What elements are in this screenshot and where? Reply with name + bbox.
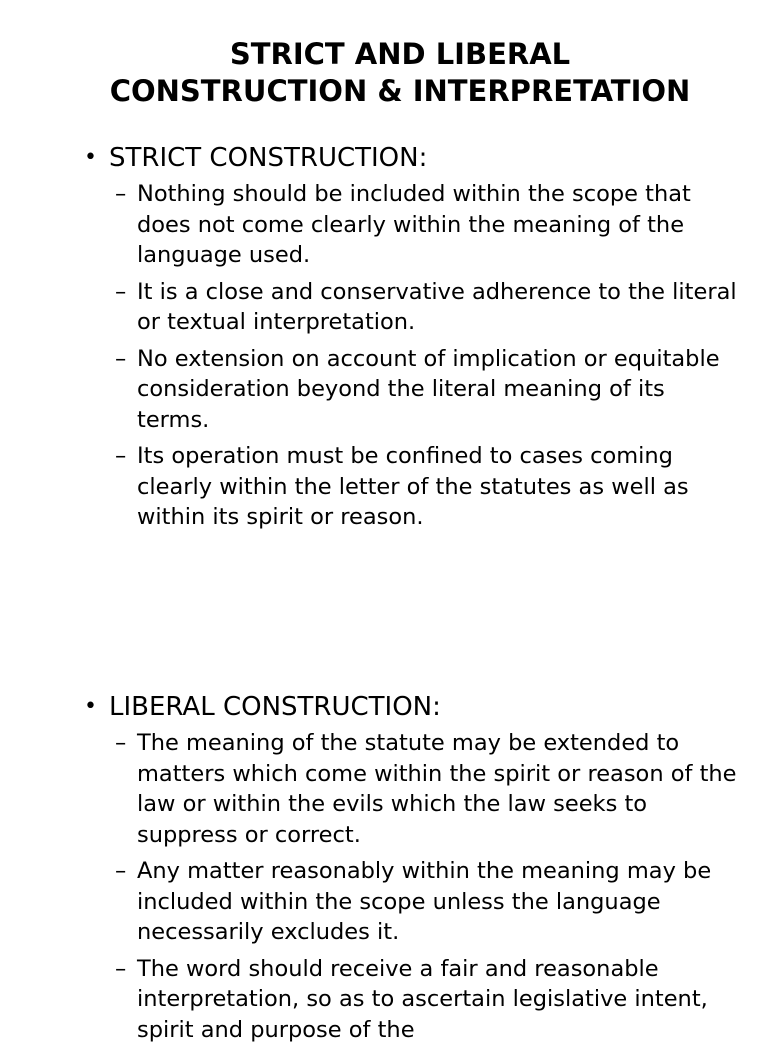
list-item-text: Nothing should be included within the scope that does not come clearly within the meaning of the language used. [137,181,691,268]
strict-construction-heading [84,139,744,177]
dash-icon: – [115,278,127,305]
list-item-text: Its operation must be confined to cases coming clearly within the letter of the statutes as well as within its spirit or reason. [137,443,689,530]
liberal-construction-list [84,728,744,1045]
bullet-icon: • [84,694,97,719]
dash-icon: – [115,181,127,207]
bullet-icon: • [84,145,97,170]
dash-icon: – [115,955,127,982]
strict-construction-list [84,179,744,533]
dash-icon: – [115,858,127,884]
dash-icon: – [115,443,127,469]
liberal-construction-heading [84,688,744,726]
list-item [84,954,744,1046]
title-line-2: CONSTRUCTION & INTERPRETATION [109,74,691,108]
list-item [84,441,744,533]
list-item [84,728,744,850]
list-item-text: Any matter reasonably within the meaning may be included within the scope unless the language necessarily excludes it. [137,858,712,945]
list-item-text: It is a close and conservative adherence to the literal or textual interpretation. [137,278,737,335]
list-item [84,277,744,338]
list-item [84,179,744,271]
strict-heading-text: STRICT CONSTRUCTION: [109,143,428,173]
list-item-text: The word should receive a fair and reasonable interpretation, so as to ascertain legislative intent, spirit and purpose of the [137,955,708,1043]
liberal-construction-section [84,688,744,1051]
strict-construction-section [84,139,744,539]
list-item-text: The meaning of the statute may be extended to matters which come within the spirit or reason of the law or within the evils which the law seeks to suppress or correct. [137,730,737,848]
dash-icon: – [115,730,127,756]
dash-icon: – [115,345,127,372]
page-title [0,36,768,110]
liberal-heading-text: LIBERAL CONSTRUCTION: [109,692,441,722]
list-item [84,856,744,948]
list-item-text: No extension on account of implication or equitable consideration beyond the literal meaning of its terms. [137,345,720,433]
title-line-1: STRICT AND LIBERAL [229,37,571,71]
list-item [84,344,744,436]
